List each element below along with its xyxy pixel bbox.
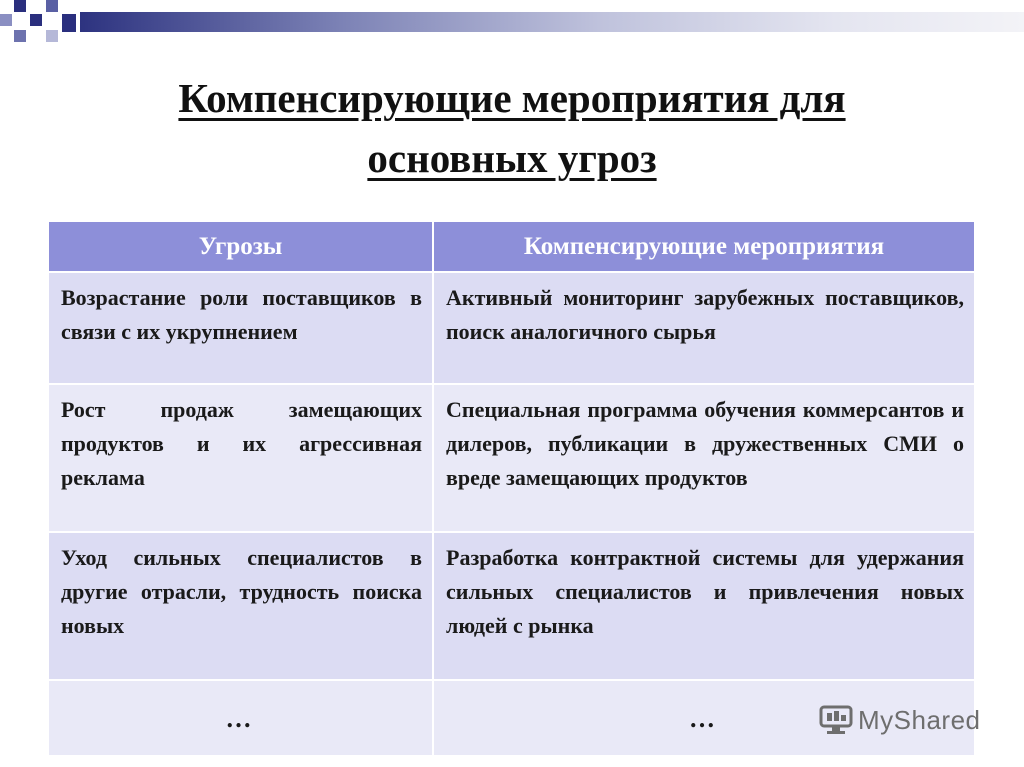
decor-square	[30, 14, 42, 26]
table-row	[48, 272, 975, 384]
slide-title	[60, 68, 964, 188]
decor-square	[0, 14, 12, 26]
threat-cell-ellipsis: …	[48, 680, 433, 756]
table-row	[48, 384, 975, 532]
threat-cell: Возрастание роли поставщиков в связи с их укрупнением	[48, 272, 433, 384]
measure-cell: Активный мониторинг зарубежных поставщиков, поиск аналогичного сырья	[433, 272, 975, 384]
measure-cell: Разработка контрактной системы для удержания сильных специалистов и привлечения новых людей с рынка	[433, 532, 975, 680]
threats-table	[47, 220, 976, 757]
measure-cell-ellipsis: …	[433, 680, 975, 756]
decor-square	[46, 30, 58, 42]
decor-square	[62, 14, 76, 32]
threat-cell: Рост продаж замещающих продуктов и их агрессивная реклама	[48, 384, 433, 532]
slide-title-line-1: Компенсирующие мероприятия для	[178, 75, 846, 121]
slide-title-line-2: основных угроз	[367, 135, 657, 181]
myshared-logo-icon	[818, 704, 854, 736]
header-measures: Компенсирующие мероприятия	[433, 221, 975, 272]
table-row	[48, 532, 975, 680]
threat-cell: Уход сильных специалистов в другие отрасли, трудность поиска новых	[48, 532, 433, 680]
table-header-row	[48, 221, 975, 272]
watermark-text: MyShared	[858, 704, 981, 735]
header-threats: Угрозы	[48, 221, 433, 272]
decor-square	[46, 0, 58, 12]
decor-square	[14, 30, 26, 42]
watermark	[818, 700, 981, 740]
measure-cell: Специальная программа обучения коммерсантов и дилеров, публикации в дружественных СМИ о вреде замещающих продуктов	[433, 384, 975, 532]
decorative-top-bar	[0, 0, 1024, 48]
decor-square	[14, 0, 26, 12]
decor-gradient-band	[80, 12, 1024, 32]
